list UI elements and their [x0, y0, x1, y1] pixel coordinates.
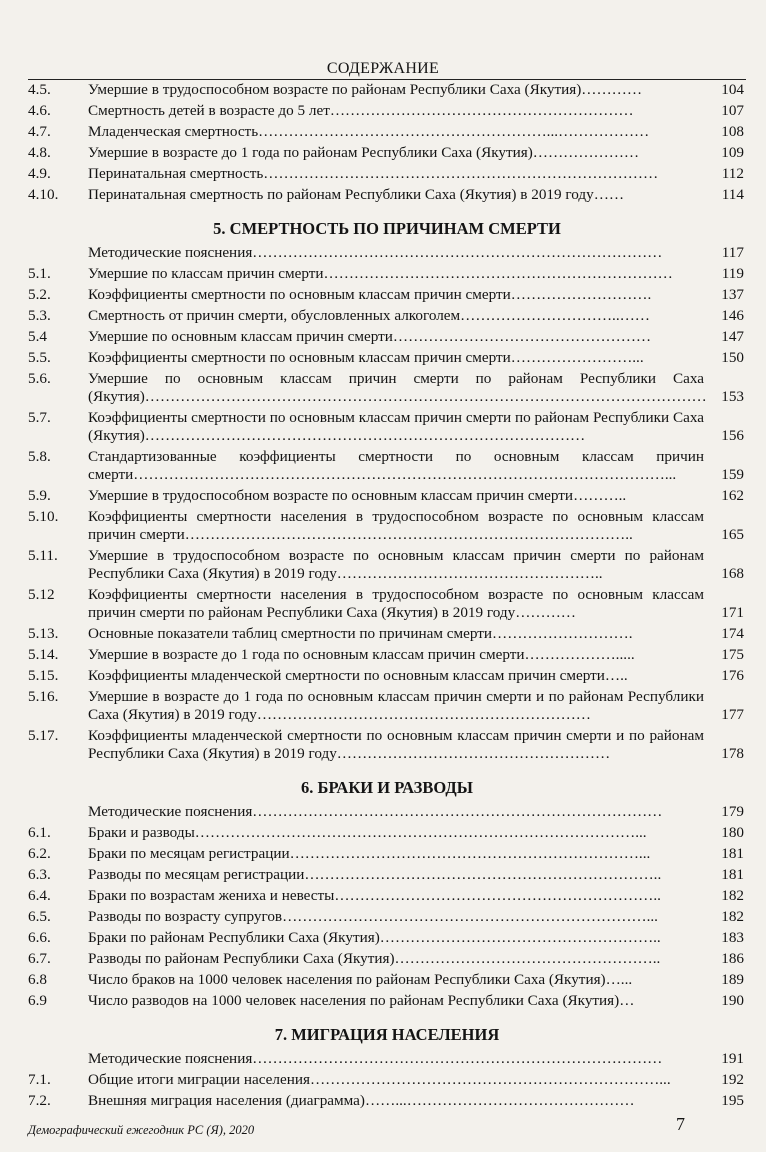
entry-number: 5.7. — [28, 409, 51, 426]
toc-entry — [28, 866, 746, 884]
toc-entry — [28, 144, 746, 162]
entry-number: 6.2. — [28, 845, 51, 862]
entry-number: 4.9. — [28, 165, 51, 182]
toc-entry — [28, 508, 746, 544]
section-heading: 6. БРАКИ И РАЗВОДЫ — [301, 778, 473, 797]
toc-entry — [28, 409, 746, 445]
entry-number: 5.10. — [28, 508, 59, 525]
entry-number: 5.6. — [28, 370, 51, 387]
toc-entry — [28, 992, 746, 1010]
entry-page: 107 — [721, 102, 744, 119]
section-heading: 5. СМЕРТНОСТЬ ПО ПРИЧИНАМ СМЕРТИ — [213, 219, 561, 238]
toc-entry — [28, 328, 746, 346]
entry-title: Младенческая смертность…………………………………………………...……………… — [88, 123, 650, 140]
entry-number: 5.2. — [28, 286, 51, 303]
entry-title: Коэффициенты смертности населения в трудоспособном возрасте по основным классам причин смерти по районам Республики Саха (Якутия) в 2019 году………… — [88, 586, 704, 621]
entry-number: 6.5. — [28, 908, 51, 925]
entry-number: 7.2. — [28, 1092, 51, 1109]
section-heading: 7. МИГРАЦИЯ НАСЕЛЕНИЯ — [274, 1025, 500, 1044]
entry-title: Число разводов на 1000 человек населения по районам Республики Саха (Якутия)… — [88, 992, 635, 1009]
entry-number: 4.10. — [28, 186, 59, 203]
entry-page: 159 — [721, 466, 744, 483]
page-title: СОДЕРЖАНИЕ — [326, 60, 440, 77]
entry-number: 6.6. — [28, 929, 51, 946]
entry-title: Умершие по классам причин смерти…………………………………………………………… — [88, 265, 673, 282]
entry-title: Браки по месяцам регистрации……………………………………………………………... — [88, 845, 651, 862]
entry-number: 4.6. — [28, 102, 51, 119]
toc-entry — [28, 667, 746, 685]
entry-title: Общие итоги миграции населения……………………………………………………………... — [88, 1071, 671, 1088]
entry-title: Браки по возрастам жениха и невесты……………………………………………………….. — [88, 887, 661, 904]
entry-page: 114 — [721, 186, 744, 203]
entry-title: Коэффициенты младенческой смертности по основным классам причин смерти и по районам Республики Саха (Якутия) в 2019 году……………………………………………… — [88, 727, 704, 762]
entry-number: 5.15. — [28, 667, 59, 684]
toc-entry — [28, 349, 746, 367]
entry-page: 174 — [721, 625, 744, 642]
entry-number: 5.12 — [28, 586, 55, 603]
toc-entry — [28, 688, 746, 724]
entry-title: Браки и разводы……………………………………………………………………………... — [88, 824, 647, 841]
toc-entry — [28, 950, 746, 968]
entry-number: 6.3. — [28, 866, 51, 883]
entry-title: Умершие в возрасте до 1 года по районам Республики Саха (Якутия)………………… — [88, 144, 640, 161]
entry-title: Умершие в трудоспособном возрасте по основным классам причин смерти……….. — [88, 487, 627, 504]
entry-title: Коэффициенты смертности населения в трудоспособном возрасте по основным классам причин смерти…………………………………………………………………………….. — [88, 508, 704, 543]
entry-page: 176 — [721, 667, 744, 684]
entry-page: 171 — [721, 604, 744, 621]
entry-number: 5.8. — [28, 448, 51, 465]
toc-entry — [28, 727, 746, 763]
entry-title: Стандартизованные коэффициенты смертности по основным классам причин смерти……………………………………………………………………………………………... — [88, 448, 704, 483]
entry-title: Умершие в трудоспособном возрасте по основным классам причин смерти по районам Республики Саха (Якутия) в 2019 году…………………………………………….. — [88, 547, 704, 582]
entry-number: 6.4. — [28, 887, 51, 904]
toc-entry — [28, 1071, 746, 1089]
entry-number: 7.1. — [28, 1071, 51, 1088]
entry-title: Коэффициенты смертности по основным классам причин смерти………………………. — [88, 286, 652, 303]
entry-page: 104 — [721, 81, 744, 98]
entry-number: 6.1. — [28, 824, 51, 841]
title-rule — [28, 79, 746, 80]
toc-entry — [28, 244, 746, 262]
entry-title: Умершие в трудоспособном возрасте по районам Республики Саха (Якутия)………… — [88, 81, 643, 98]
toc-entry — [28, 1092, 746, 1110]
toc-entry — [28, 448, 746, 484]
entry-page: 192 — [721, 1071, 744, 1088]
entry-page: 162 — [721, 487, 744, 504]
entry-page: 109 — [721, 144, 744, 161]
entry-page: 153 — [721, 388, 744, 405]
entry-title: Умершие по основным классам причин смерти…………………………………………… — [88, 328, 652, 345]
entry-page: 112 — [721, 165, 744, 182]
entry-title: Разводы по месяцам регистрации…………………………………………………………….. — [88, 866, 662, 883]
entry-page: 189 — [721, 971, 744, 988]
entry-title: Методические пояснения……………………………………………………………………… — [88, 1050, 663, 1067]
entry-page: 182 — [721, 908, 744, 925]
entry-title: Внешняя миграция населения (диаграмма)……...……………………………………… — [88, 1092, 635, 1109]
toc-entry — [28, 824, 746, 842]
toc-entry — [28, 265, 746, 283]
toc-entry — [28, 547, 746, 583]
toc-entry — [28, 186, 746, 204]
toc-entry — [28, 307, 746, 325]
entry-number: 4.7. — [28, 123, 51, 140]
entry-page: 191 — [721, 1050, 744, 1067]
toc-entry — [28, 123, 746, 141]
entry-page: 175 — [721, 646, 744, 663]
entry-number: 5.17. — [28, 727, 59, 744]
entry-number: 5.4 — [28, 328, 47, 345]
entry-number: 5.16. — [28, 688, 59, 705]
entry-number: 6.9 — [28, 992, 47, 1009]
entry-page: 147 — [721, 328, 744, 345]
entry-title: Коэффициенты младенческой смертности по основным классам причин смерти….. — [88, 667, 628, 684]
entry-page: 195 — [721, 1092, 744, 1109]
toc-entry — [28, 586, 746, 622]
toc-entry — [28, 625, 746, 643]
toc-entry — [28, 908, 746, 926]
entry-number: 6.8 — [28, 971, 47, 988]
entry-title: Коэффициенты смертности по основным классам причин смерти по районам Республики Саха (Якутия)…………………………………………………………………………… — [88, 409, 704, 444]
entry-page: 168 — [721, 565, 744, 582]
entry-number: 6.7. — [28, 950, 51, 967]
entry-page: 156 — [721, 427, 744, 444]
entry-title: Умершие по основным классам причин смерти по районам Республики Саха (Якутия)………………………………………………………………………………………………… — [88, 370, 707, 405]
entry-number: 4.8. — [28, 144, 51, 161]
entry-page: 186 — [721, 950, 744, 967]
entry-page: 182 — [721, 887, 744, 904]
entry-title: Основные показатели таблиц смертности по причинам смерти………………………. — [88, 625, 633, 642]
entry-page: 179 — [721, 803, 744, 820]
toc-entry — [28, 286, 746, 304]
footer-publication: Демографический ежегодник РС (Я), 2020 — [28, 1123, 255, 1137]
entry-page: 150 — [721, 349, 744, 366]
toc-entry — [28, 81, 746, 99]
toc-entry — [28, 929, 746, 947]
entry-title: Методические пояснения……………………………………………………………………… — [88, 803, 663, 820]
entry-title: Разводы по районам Республики Саха (Якутия)…………………………………………….. — [88, 950, 661, 967]
toc-entry — [28, 803, 746, 821]
entry-page: 119 — [721, 265, 744, 282]
entry-page: 181 — [721, 845, 744, 862]
entry-title: Коэффициенты смертности по основным классам причин смерти……………………... — [88, 349, 644, 366]
entry-title: Перинатальная смертность…………………………………………………………………… — [88, 165, 659, 182]
toc-list — [28, 81, 746, 1110]
entry-title: Число браков на 1000 человек населения по районам Республики Саха (Якутия)…... — [88, 971, 633, 988]
entry-page: 183 — [721, 929, 744, 946]
entry-page: 165 — [721, 526, 744, 543]
toc-entry — [28, 165, 746, 183]
entry-page: 108 — [721, 123, 744, 140]
entry-title: Умершие в возрасте до 1 года по основным классам причин смерти………………..... — [88, 646, 635, 663]
entry-title: Разводы по возрасту супругов………………………………………………………………... — [88, 908, 658, 925]
entry-title: Смертность детей в возрасте до 5 лет…………………………………………………… — [88, 102, 634, 119]
entry-title: Смертность от причин смерти, обусловленных алкоголем…………………………..…… — [88, 307, 650, 324]
entry-title: Браки по районам Республики Саха (Якутия)……………………………………………….. — [88, 929, 661, 946]
entry-number: 5.5. — [28, 349, 51, 366]
entry-number: 5.9. — [28, 487, 51, 504]
entry-page: 137 — [721, 286, 744, 303]
toc-entry — [28, 971, 746, 989]
entry-number: 5.1. — [28, 265, 51, 282]
entry-number: 5.13. — [28, 625, 59, 642]
page-number: 7 — [676, 1114, 685, 1134]
entry-page: 180 — [721, 824, 744, 841]
entry-number: 5.11. — [28, 547, 58, 564]
entry-number: 5.3. — [28, 307, 51, 324]
entry-title: Умершие в возрасте до 1 года по основным классам причин смерти и по районам Республики Саха (Якутия) в 2019 году………………………………………………………… — [88, 688, 704, 723]
entry-title: Перинатальная смертность по районам Республики Саха (Якутия) в 2019 году…… — [88, 186, 625, 203]
toc-entry — [28, 487, 746, 505]
entry-title: Методические пояснения……………………………………………………………………… — [88, 244, 663, 261]
entry-number: 5.14. — [28, 646, 59, 663]
entry-page: 181 — [721, 866, 744, 883]
entry-page: 117 — [721, 244, 744, 261]
entry-number: 4.5. — [28, 81, 51, 98]
entry-page: 177 — [721, 706, 744, 723]
toc-entry — [28, 845, 746, 863]
toc-entry — [28, 102, 746, 120]
toc-entry — [28, 887, 746, 905]
toc-entry — [28, 1050, 746, 1068]
entry-page: 178 — [721, 745, 744, 762]
toc-entry — [28, 370, 746, 406]
toc-entry — [28, 646, 746, 664]
entry-page: 190 — [721, 992, 744, 1009]
entry-page: 146 — [721, 307, 744, 324]
